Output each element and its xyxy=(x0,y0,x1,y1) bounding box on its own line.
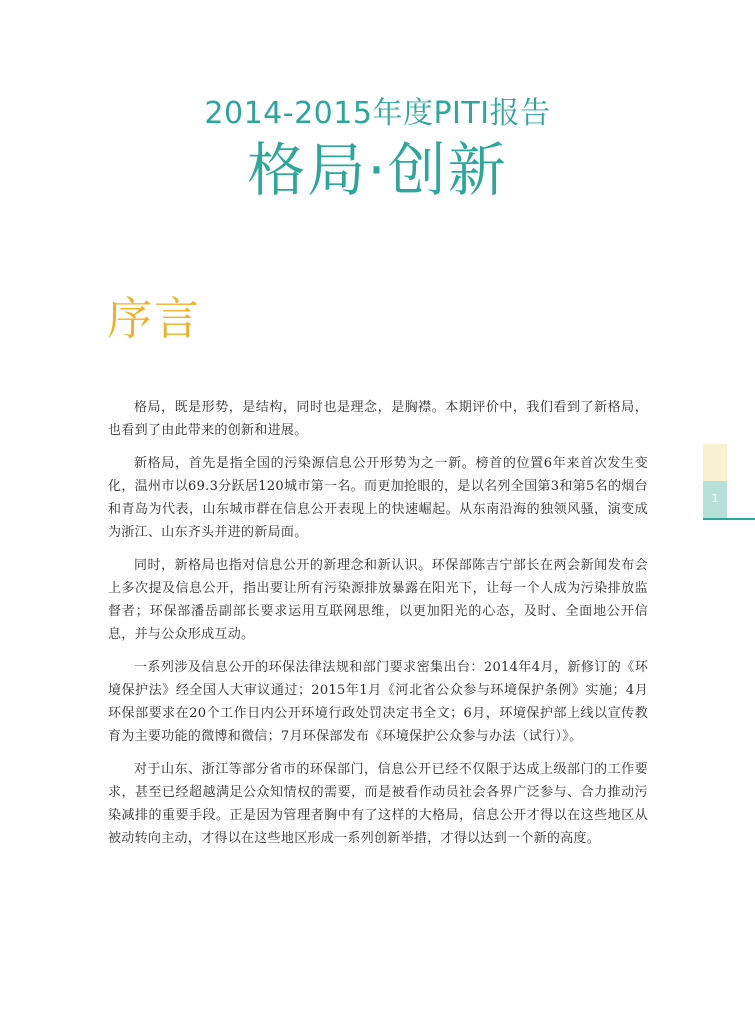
paragraph: 一系列涉及信息公开的环保法律法规和部门要求密集出台：2014年4月，新修订的《环境保护法》经全国人大审议通过；2015年1月《河北省公众参与环境保护条例》实施；4月环保部要求在20个工作日内公开环境行政处罚决定书全文；6月，环境保护部上线以宣传教育为主要功能的微博和微信；7月环保部发布《环境保护公众参与办法（试行）》。 xyxy=(108,660,648,744)
paragraph: 同时，新格局也指对信息公开的新理念和新认识。环保部陈吉宁部长在两会新闻发布会上多次提及信息公开，指出要让所有污染源排放暴露在阳光下，让每一个人成为污染排放监督者；环保部潘岳副部长要求运用互联网思维，以更加阳光的心态，及时、全面地公开信息，并与公众形成互动。 xyxy=(108,558,648,642)
report-subtitle: 2014-2015年度PITI报告 xyxy=(204,96,551,131)
paragraph: 新格局，首先是指全国的污染源信息公开形势为之一新。榜首的位置6年来首次发生变化，温州市以69.3分跃居120城市第一名。而更加抢眼的，是以名列全国第3和第5名的烟台和青岛为代表，山东城市群在信息公开表现上的快速崛起。从东南沿海的独领风骚，演变成为浙江、山东齐头并进的新局面。 xyxy=(108,456,648,540)
side-tab-decoration xyxy=(703,444,727,481)
side-divider xyxy=(703,518,755,520)
page-number: 1 xyxy=(711,492,719,505)
body-text xyxy=(108,396,648,860)
paragraph: 格局，既是形势，是结构，同时也是理念，是胸襟。本期评价中，我们看到了新格局，也看到了由此带来的创新和进展。 xyxy=(108,400,648,438)
section-heading: 序言 xyxy=(107,292,202,345)
paragraph: 对于山东、浙江等部分省市的环保部门，信息公开已经不仅限于达成上级部门的工作要求，甚至已经超越满足公众知情权的需要，而是被看作动员社会各界广泛参与、合力推动污染减排的重要手段。正是因为管理者胸中有了这样的大格局，信息公开才得以在这些地区从被动转向主动，才得以在这些地区形成一系列创新举措，才得以达到一个新的高度。 xyxy=(108,762,648,846)
report-title: 格局·创新 xyxy=(247,136,508,204)
